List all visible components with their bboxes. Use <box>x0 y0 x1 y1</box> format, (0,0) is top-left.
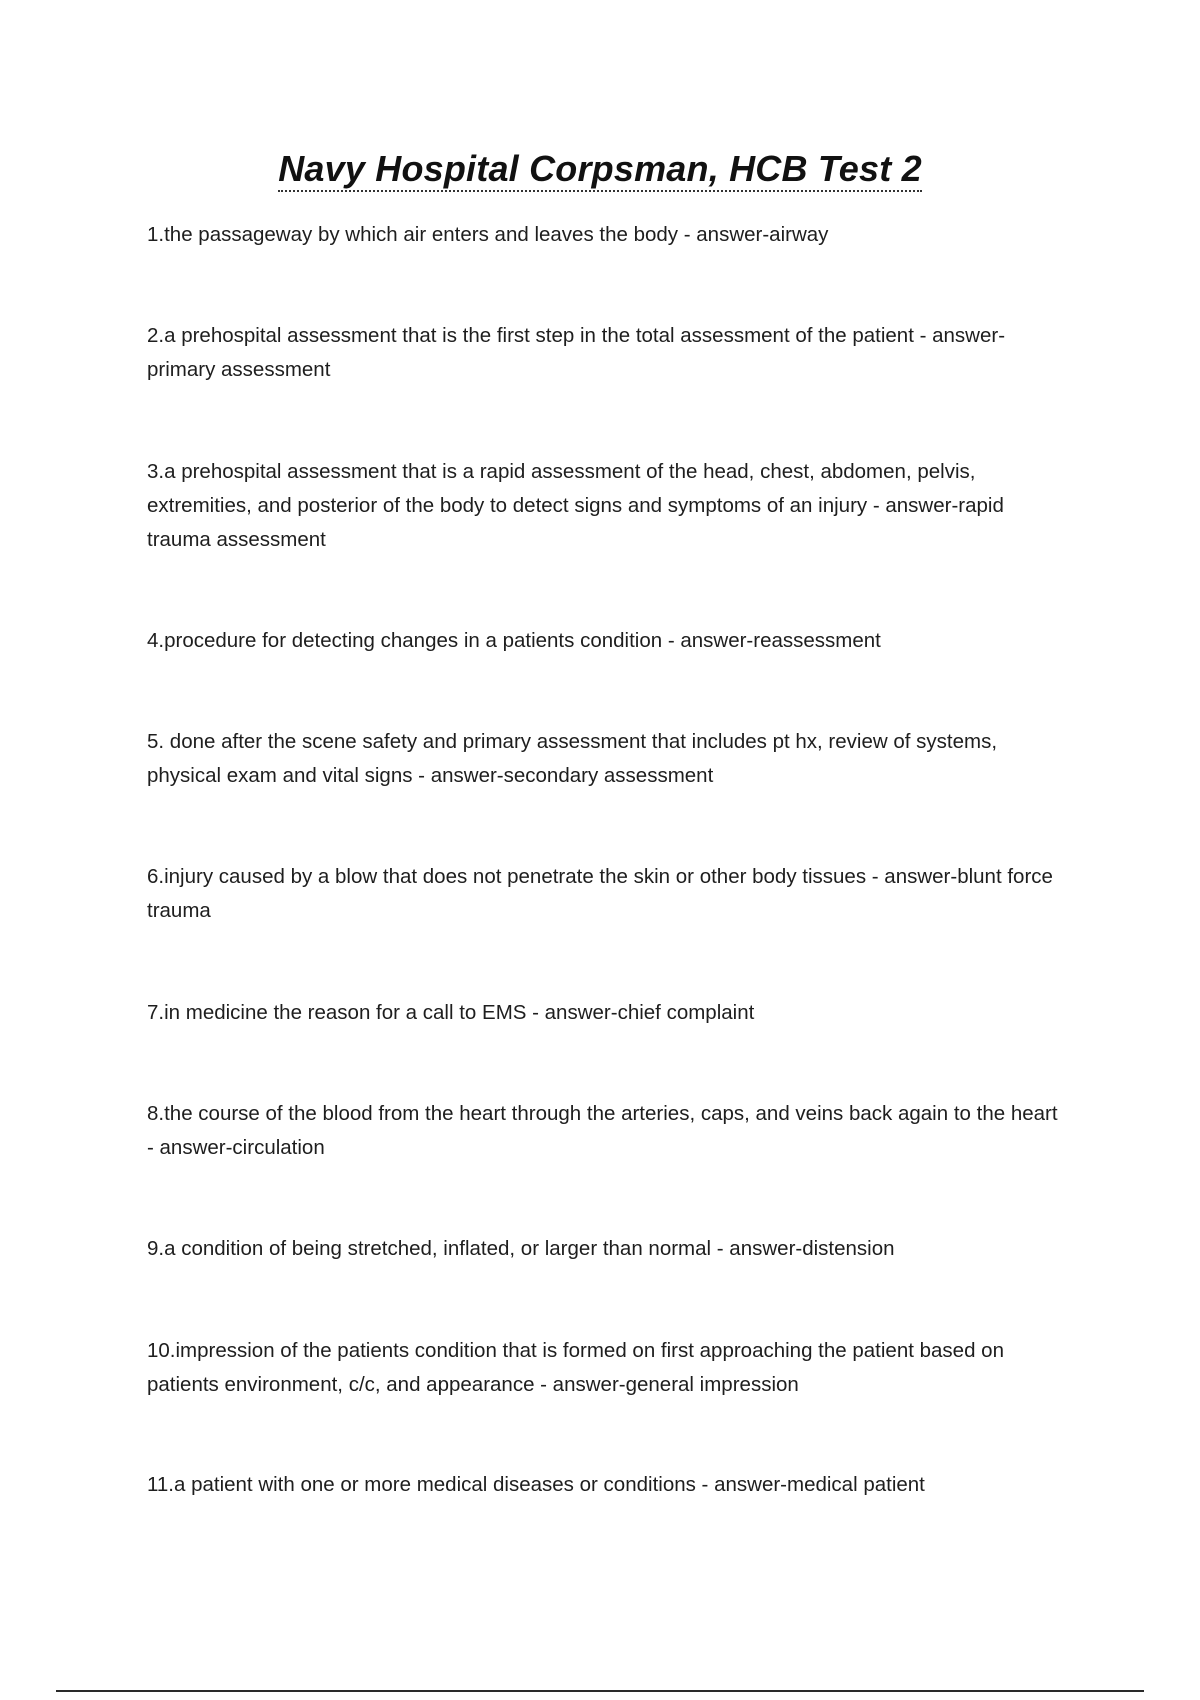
question-item-8: 8.the course of the blood from the heart through the arteries, caps, and veins back again to the heart - answer-circulation <box>147 1102 1058 1159</box>
page-title-text: Navy Hospital Corpsman, HCB Test 2 <box>278 148 922 192</box>
question-item-7: 7.in medicine the reason for a call to EMS - answer-chief complaint <box>147 1001 755 1024</box>
question-item-10: 10.impression of the patients condition that is formed on first approaching the patient based on patients environment, c/c, and appearance - answer-general impression <box>147 1339 1004 1396</box>
question-item-2: 2.a prehospital assessment that is the first step in the total assessment of the patient - answer-primary assessment <box>147 324 1006 381</box>
question-item-9: 9.a condition of being stretched, inflated, or larger than normal - answer-distension <box>147 1237 895 1260</box>
question-item-1: 1.the passageway by which air enters and leaves the body - answer-airway <box>147 223 829 246</box>
footer-divider <box>56 1690 1144 1692</box>
question-item-5: 5. done after the scene safety and primary assessment that includes pt hx, review of systems, physical exam and vital signs - answer-secondary assessment <box>147 730 998 787</box>
question-item-6: 6.injury caused by a blow that does not penetrate the skin or other body tissues - answer-blunt force trauma <box>147 865 1053 922</box>
question-item-3: 3.a prehospital assessment that is a rapid assessment of the head, chest, abdomen, pelvis, extremities, and posterior of the body to detect signs and symptoms of an injury - answer-rapid trauma assessment <box>147 460 1004 551</box>
question-item-4: 4.procedure for detecting changes in a patients condition - answer-reassessment <box>147 629 881 652</box>
page-title <box>0 148 1200 190</box>
question-item-11: 11.a patient with one or more medical diseases or conditions - answer-medical patient <box>147 1473 925 1496</box>
